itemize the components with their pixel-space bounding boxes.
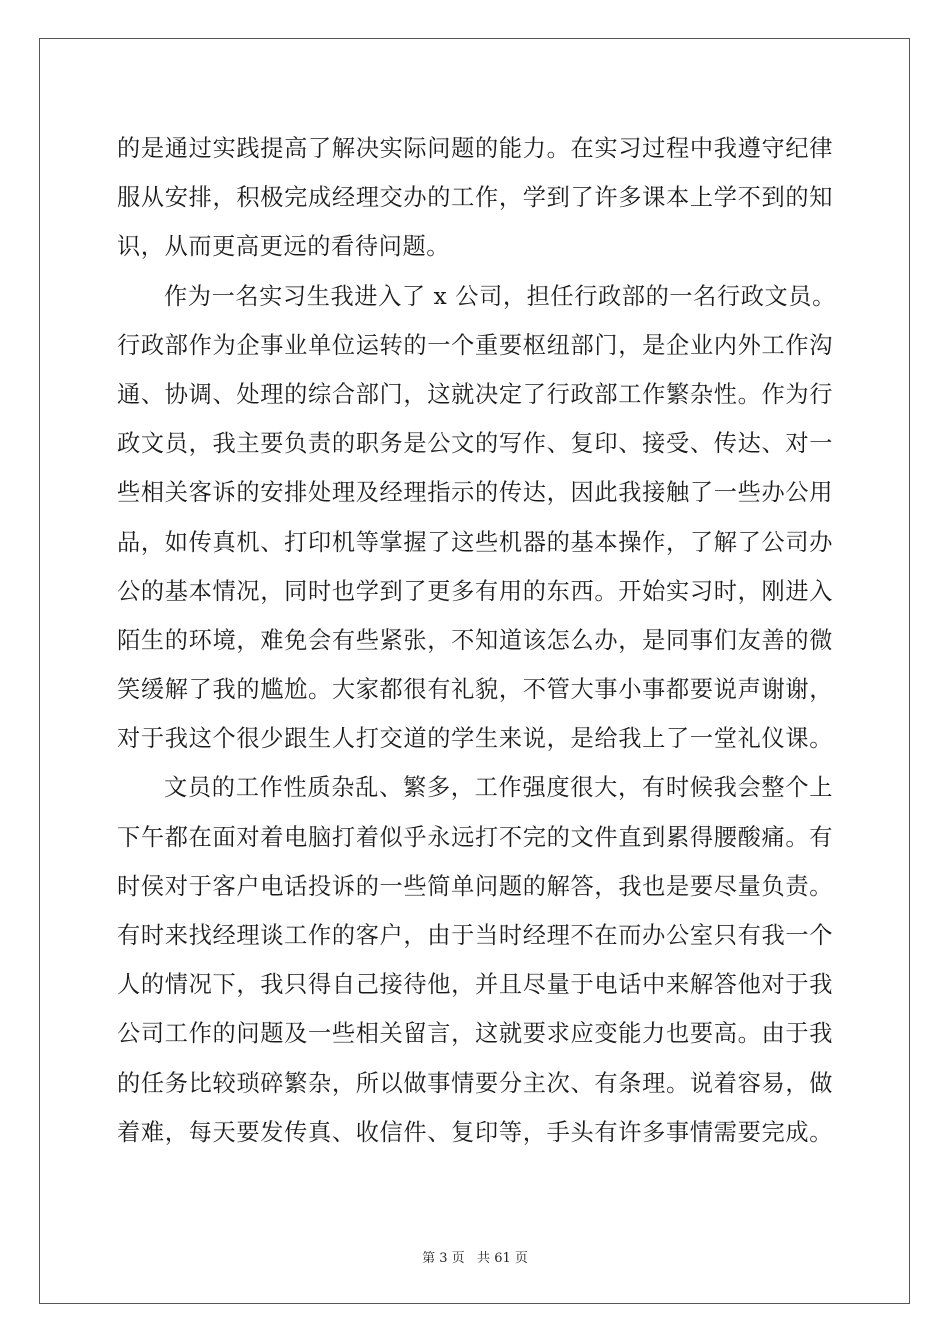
text-line: 着难，每天要发传真、收信件、复印等，手头有许多事情需要完成。 <box>117 1118 833 1146</box>
text-line: 的是通过实践提高了解决实际问题的能力。在实习过程中我遵守纪律 <box>117 135 833 162</box>
text-line: 陌生的环境，难免会有些紧张，不知道该怎么办，是同事们友善的微 <box>117 626 833 654</box>
text-line: 公司工作的问题及一些相关留言，这就要求应变能力也要高。由于我 <box>117 1020 833 1048</box>
document-body <box>117 124 836 1157</box>
text-line: 笑缓解了我的尴尬。大家都很有礼貌，不管大事小事都要说声谢谢， <box>117 676 833 704</box>
text-line: 识，从而更高更远的看待问题。 <box>117 233 451 261</box>
text-line: 公的基本情况，同时也学到了更多有用的东西。开始实习时，刚进入 <box>117 577 833 605</box>
page-number-footer: 第 3 页 共 61 页 <box>422 1251 528 1266</box>
text-line: 作为一名实习生我进入了 x 公司，担任行政部的一名行政文员。 <box>164 282 836 310</box>
text-line: 人的情况下，我只得自己接待他，并且尽量于电话中来解答他对于我 <box>117 971 833 999</box>
text-line: 时侯对于客户电话投诉的一些简单问题的解答，我也是要尽量负责。 <box>117 872 833 900</box>
text-line: 品，如传真机、打印机等掌握了这些机器的基本操作，了解了公司办 <box>117 528 833 556</box>
text-line: 服从安排，积极完成经理交办的工作，学到了许多课本上学不到的知 <box>117 184 833 212</box>
text-line: 有时来找经理谈工作的客户，由于当时经理不在而办公室只有我一个 <box>117 922 833 949</box>
text-line: 些相关客诉的安排处理及经理指示的传达，因此我接触了一些办公用 <box>117 479 833 507</box>
text-line: 行政部作为企事业单位运转的一个重要枢纽部门，是企业内外工作沟 <box>117 331 833 359</box>
text-line: 的任务比较琐碎繁杂，所以做事情要分主次、有条理。说着容易，做 <box>117 1069 833 1097</box>
text-line: 下午都在面对着电脑打着似乎永远打不完的文件直到累得腰酸痛。有 <box>117 823 833 851</box>
text-line: 对于我这个很少跟生人打交道的学生来说，是给我上了一堂礼仪课。 <box>117 725 833 753</box>
text-line: 文员的工作性质杂乱、繁多，工作强度很大，有时候我会整个上 <box>164 774 833 802</box>
text-line: 政文员，我主要负责的职务是公文的写作、复印、接受、传达、对一 <box>117 430 833 458</box>
text-line: 通、协调、处理的综合部门，这就决定了行政部工作繁杂性。作为行 <box>117 380 833 408</box>
